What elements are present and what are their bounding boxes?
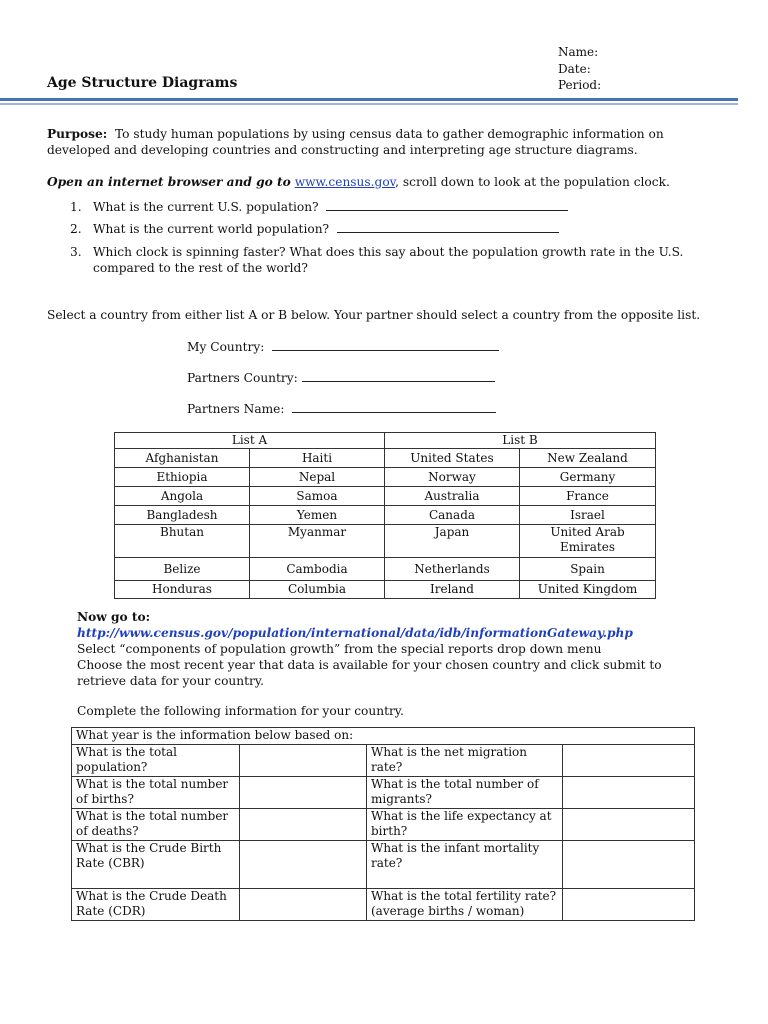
now-go-section <box>77 609 677 689</box>
country-cell: New Zealand <box>520 449 656 468</box>
country-cell: Cambodia <box>250 558 385 581</box>
date-label: Date: <box>558 61 591 76</box>
country-cell: Ireland <box>385 581 520 599</box>
complete-instruction: Complete the following information for your country. <box>77 704 404 718</box>
table-row <box>72 840 695 888</box>
answer-cell[interactable] <box>563 888 695 920</box>
country-list-table <box>114 432 656 599</box>
now-go-line-1: Select “components of population growth” from the special reports drop down menu <box>77 642 602 656</box>
country-cell: Columbia <box>250 581 385 599</box>
question-3 <box>70 244 710 278</box>
select-country-instruction: Select a country from either list A or B below. Your partner should select a country from the opposite list. <box>47 308 701 322</box>
info-question: What is the total population? <box>72 744 240 776</box>
question-number: 2. <box>70 222 82 236</box>
partners-name-blank[interactable] <box>292 401 496 413</box>
country-cell: Spain <box>520 558 656 581</box>
info-question: What is the infant mortality rate? <box>367 840 563 888</box>
question-text: What is the current world population? <box>93 222 330 236</box>
table-row <box>115 468 656 487</box>
table-row <box>72 888 695 920</box>
country-cell: Afghanistan <box>115 449 250 468</box>
purpose-paragraph <box>47 126 727 158</box>
table-row <box>72 808 695 840</box>
country-cell: United States <box>385 449 520 468</box>
question-2 <box>70 221 710 237</box>
year-question: What year is the information below based on: <box>72 728 695 745</box>
purpose-label: Purpose: <box>47 127 108 141</box>
country-cell: Yemen <box>250 506 385 525</box>
country-cell: United Arab Emirates <box>520 525 656 558</box>
purpose-text: To study human populations by using census data to gather demographic information on developed and developing countries and constructing and interpreting age structure diagrams. <box>47 127 664 157</box>
period-label: Period: <box>558 78 602 92</box>
country-cell: Bhutan <box>115 525 250 558</box>
info-gateway-link[interactable]: http://www.census.gov/population/international/data/idb/informationGateway.php <box>77 626 633 640</box>
table-row <box>115 449 656 468</box>
info-question: What is the net migration rate? <box>367 744 563 776</box>
now-go-line-2: Choose the most recent year that data is available for your chosen country and click submit to retrieve data for your country. <box>77 658 662 688</box>
country-cell: Samoa <box>250 487 385 506</box>
info-question: What is the total number of births? <box>72 776 240 808</box>
country-cell: Belize <box>115 558 250 581</box>
answer-cell[interactable] <box>240 744 367 776</box>
partners-name-field <box>187 401 496 417</box>
country-info-table <box>71 727 695 921</box>
table-row <box>72 744 695 776</box>
country-cell: Bangladesh <box>115 506 250 525</box>
list-b-header: List B <box>385 433 656 449</box>
country-cell: Japan <box>385 525 520 558</box>
country-cell: Myanmar <box>250 525 385 558</box>
answer-cell[interactable] <box>563 840 695 888</box>
table-row <box>72 776 695 808</box>
answer-cell[interactable] <box>563 776 695 808</box>
partners-name-label: Partners Name: <box>187 402 285 416</box>
answer-cell[interactable] <box>563 808 695 840</box>
country-cell: United Kingdom <box>520 581 656 599</box>
answer-cell[interactable] <box>240 840 367 888</box>
my-country-field <box>187 339 499 355</box>
question-1 <box>70 199 710 215</box>
country-cell: Canada <box>385 506 520 525</box>
answer-blank[interactable] <box>326 199 568 211</box>
answer-blank[interactable] <box>337 221 559 233</box>
answer-cell[interactable] <box>563 744 695 776</box>
table-row <box>115 506 656 525</box>
my-country-label: My Country: <box>187 340 265 354</box>
open-prefix: Open an internet browser and go to <box>47 175 291 189</box>
census-link[interactable]: www.census.gov <box>294 175 396 189</box>
table-row <box>115 581 656 599</box>
answer-cell[interactable] <box>240 808 367 840</box>
country-cell: Norway <box>385 468 520 487</box>
partners-country-label: Partners Country: <box>187 371 298 385</box>
info-question: What is the total fertility rate? (average births / woman) <box>367 888 563 920</box>
question-text: What is the current U.S. population? <box>93 200 319 214</box>
open-suffix: , scroll down to look at the population clock. <box>395 175 670 189</box>
country-cell: Netherlands <box>385 558 520 581</box>
table-row <box>115 487 656 506</box>
country-cell: Angola <box>115 487 250 506</box>
my-country-blank[interactable] <box>272 339 499 351</box>
table-row <box>115 525 656 558</box>
question-number: 1. <box>70 200 82 214</box>
student-info-fields <box>558 44 601 94</box>
page-title: Age Structure Diagrams <box>47 75 238 91</box>
info-question: What is the total number of migrants? <box>367 776 563 808</box>
partners-country-field <box>187 370 495 386</box>
list-a-header: List A <box>115 433 385 449</box>
table-row <box>115 558 656 581</box>
country-cell: Nepal <box>250 468 385 487</box>
country-cell: Australia <box>385 487 520 506</box>
open-browser-instruction <box>47 174 737 190</box>
question-text: Which clock is spinning faster? What does this say about the population growth rate in the U.S. compared to the rest of the world? <box>93 245 684 275</box>
country-cell: Israel <box>520 506 656 525</box>
info-question: What is the total number of deaths? <box>72 808 240 840</box>
header-rule-secondary <box>0 103 738 105</box>
partners-country-blank[interactable] <box>302 370 495 382</box>
country-cell: Haiti <box>250 449 385 468</box>
country-cell: Honduras <box>115 581 250 599</box>
info-question: What is the Crude Death Rate (CDR) <box>72 888 240 920</box>
question-number: 3. <box>70 245 82 259</box>
country-cell: Germany <box>520 468 656 487</box>
now-go-label: Now go to: <box>77 610 151 624</box>
country-cell: Ethiopia <box>115 468 250 487</box>
info-question: What is the Crude Birth Rate (CBR) <box>72 840 240 888</box>
answer-cell[interactable] <box>240 888 367 920</box>
header-rule <box>0 98 738 101</box>
name-label: Name: <box>558 45 599 59</box>
country-cell: France <box>520 487 656 506</box>
info-question: What is the life expectancy at birth? <box>367 808 563 840</box>
answer-cell[interactable] <box>240 776 367 808</box>
